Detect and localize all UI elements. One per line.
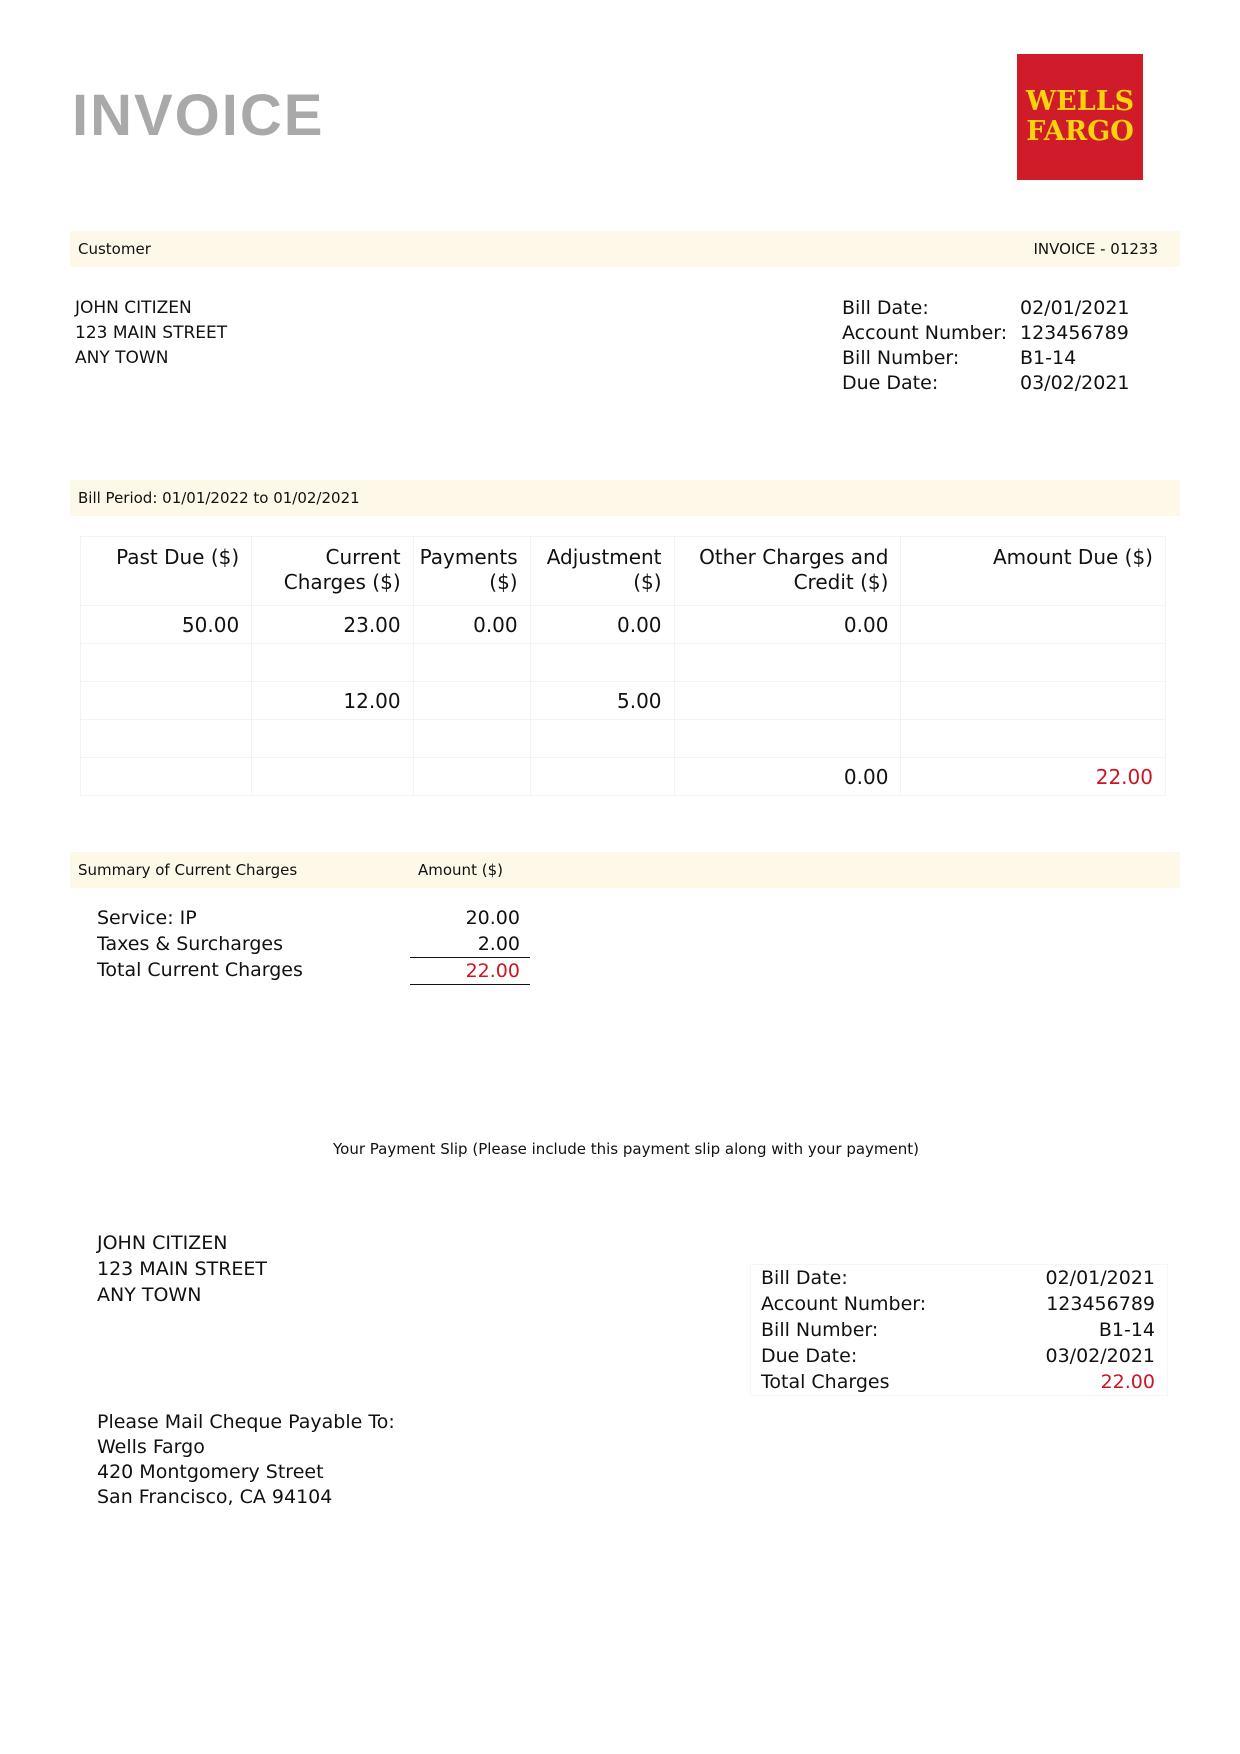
table-row (81, 758, 1166, 796)
table-cell (413, 644, 530, 682)
table-cell (530, 644, 674, 682)
bill-info-row: Bill Number: B1-14 (842, 347, 1077, 369)
table-cell: 12.00 (252, 682, 413, 720)
summary-label: Summary of Current Charges (78, 861, 298, 879)
summary-band (70, 852, 1180, 888)
customer-name: JOHN CITIZEN (75, 298, 192, 318)
table-cell (81, 644, 252, 682)
summary-labels (97, 905, 303, 983)
bill-info (842, 296, 1130, 396)
col-other-charges: Other Charges and Credit ($) (674, 537, 901, 606)
slip-details (750, 1264, 1168, 1396)
table-row (81, 682, 1166, 720)
invoice-title: INVOICE (72, 83, 325, 148)
customer-band (70, 231, 1180, 267)
customer-street: 123 MAIN STREET (75, 323, 228, 343)
mail-to-city: San Francisco, CA 94104 (97, 1486, 333, 1508)
slip-town: ANY TOWN (97, 1284, 202, 1306)
table-cell (81, 758, 252, 796)
table-cell (530, 758, 674, 796)
col-adjustment: Adjustment ($) (530, 537, 674, 606)
mail-to-heading: Please Mail Cheque Payable To: (97, 1411, 395, 1433)
customer-town: ANY TOWN (75, 348, 169, 368)
summary-amount-label: Amount ($) (418, 861, 503, 879)
summary-item-value: 2.00 (410, 931, 530, 958)
summary-item-label: Service: IP (97, 907, 197, 929)
table-row (81, 606, 1166, 644)
table-cell: 0.00 (413, 606, 530, 644)
table-cell (413, 682, 530, 720)
table-header-row (81, 537, 1166, 606)
summary-item-value: 20.00 (465, 907, 520, 929)
slip-detail-row: Bill Number: B1-14 (761, 1319, 1155, 1341)
table-cell: 0.00 (530, 606, 674, 644)
slip-total-row: Total Charges 22.00 (761, 1371, 1155, 1393)
summary-total-value: 22.00 (410, 958, 530, 985)
summary-item-label: Total Current Charges (97, 959, 303, 981)
table-cell (901, 644, 1166, 682)
invoice-number: INVOICE - 01233 (1033, 240, 1158, 258)
wells-fargo-logo (1017, 54, 1143, 180)
table-row (81, 720, 1166, 758)
logo-line-2: FARGO (1026, 116, 1134, 147)
mail-to-street: 420 Montgomery Street (97, 1461, 324, 1483)
table-cell (674, 644, 901, 682)
col-amount-due: Amount Due ($) (901, 537, 1166, 606)
table-cell (252, 758, 413, 796)
bill-info-row: Due Date: 03/02/2021 (842, 372, 1130, 394)
mail-to (97, 1410, 395, 1510)
bill-period: Bill Period: 01/01/2022 to 01/02/2021 (78, 489, 360, 507)
slip-name: JOHN CITIZEN (97, 1232, 228, 1254)
table-cell (413, 758, 530, 796)
table-cell: 23.00 (252, 606, 413, 644)
bill-info-row: Bill Date: 02/01/2021 (842, 297, 1130, 319)
payment-slip-caption: Your Payment Slip (Please include this payment slip along with your payment) (332, 1140, 920, 1158)
table-cell (901, 682, 1166, 720)
mail-to-company: Wells Fargo (97, 1436, 205, 1458)
table-cell: 0.00 (674, 758, 901, 796)
table-row (81, 644, 1166, 682)
table-cell (674, 720, 901, 758)
logo-line-1: WELLS (1025, 86, 1135, 117)
table-cell (252, 644, 413, 682)
slip-detail-row: Account Number: 123456789 (761, 1293, 1155, 1315)
slip-detail-row: Due Date: 03/02/2021 (761, 1345, 1155, 1367)
slip-detail-row: Bill Date: 02/01/2021 (761, 1267, 1155, 1289)
col-past-due: Past Due ($) (81, 537, 252, 606)
col-current-charges: Current Charges ($) (252, 537, 413, 606)
table-cell (530, 720, 674, 758)
table-cell (81, 720, 252, 758)
table-cell: 0.00 (674, 606, 901, 644)
col-payments: Payments ($) (413, 537, 530, 606)
table-cell (81, 682, 252, 720)
slip-address (97, 1230, 267, 1308)
table-cell (674, 682, 901, 720)
customer-label: Customer (78, 240, 151, 258)
amount-due-total: 22.00 (901, 758, 1166, 796)
summary-values (410, 905, 530, 985)
table-cell: 5.00 (530, 682, 674, 720)
bill-period-band (70, 480, 1180, 516)
table-cell: 50.00 (81, 606, 252, 644)
customer-address (75, 296, 227, 371)
table-cell (413, 720, 530, 758)
slip-street: 123 MAIN STREET (97, 1258, 268, 1280)
table-cell (252, 720, 413, 758)
charges-table (80, 536, 1166, 796)
table-cell (901, 606, 1166, 644)
table-cell (901, 720, 1166, 758)
bill-info-row: Account Number: 123456789 (842, 322, 1129, 344)
summary-item-label: Taxes & Surcharges (97, 933, 284, 955)
